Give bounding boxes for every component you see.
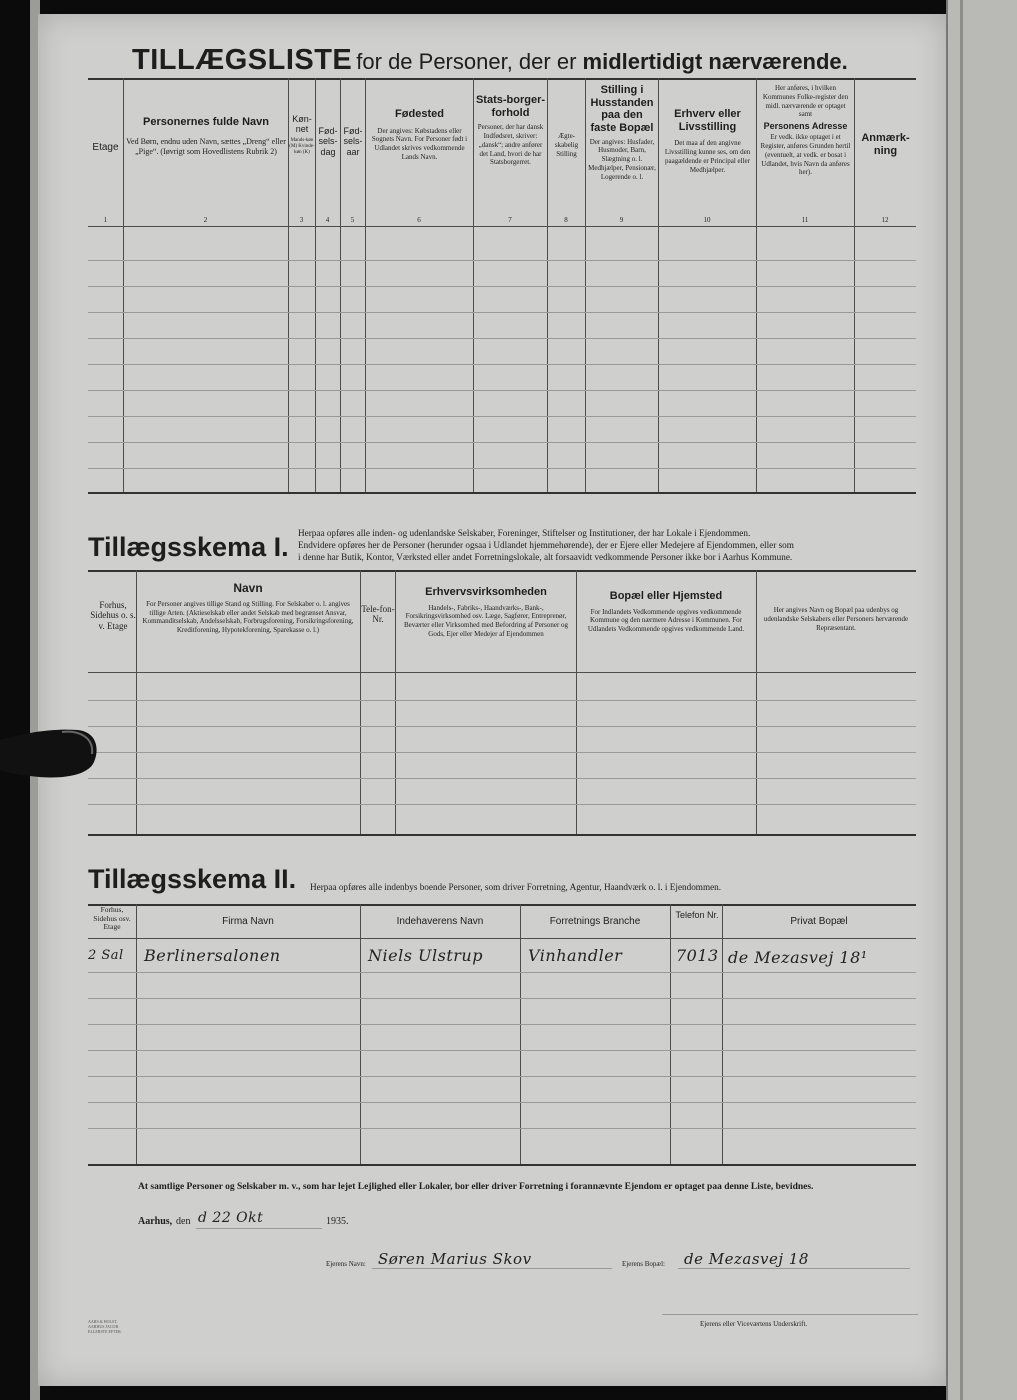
col-num: 9 [619, 216, 624, 224]
col-birthday-header: Fød-sels-dag [318, 126, 338, 157]
s2-row-etage: 2 Sal [88, 948, 124, 963]
s1-col-telefon-header: Tele-fon-Nr. [361, 604, 395, 625]
s2-col-bopael-header: Privat Bopæl [790, 916, 848, 927]
col-name-header: Personernes fulde Navn Ved Børn, endnu uden Navn, sættes „Dreng“ eller „Pige“. (Iøvrigt som Hovedlistens Rubrik 2) [126, 116, 286, 156]
col-citizenship-header: Stats-borger-forhold Personer, der har dansk Indfødsret, skriver: „dansk“; andre anfører det Land, hvori de har Statsborgerret. [475, 94, 546, 167]
skema1-intro: Herpaa opføres alle inden- og udenlandske Selskaber, Foreninger, Stiftelser og Institutioner, der har Lokale i Ejendommen. Endvidere opføres her de Personer (herunder ogsaa i Udlandet hjemmehørende), der er Ejere eller Medejere af Ejendommen, eller som i denne har Butik, Kontor, Værksted eller andet Forretningslokale, alt forsaavidt vedkommende Personer ikke bor i Aarhus Kommune. [298, 528, 794, 562]
col-gender-header: Køn-net Mands-køn (M) Kvinde-køn (K) [289, 114, 315, 156]
col-num: 1 [103, 216, 108, 224]
col-num: 6 [417, 216, 421, 224]
footer-statement: At samtlige Personer og Selskaber m. v., som har lejet Lejlighed eller Lokaler, bor eller driver Forretning i forannævnte Ejendom er optaget paa denne Liste, bevidnes. [138, 1182, 814, 1192]
s1-col-navn-header: Navn For Personer angives tillige Stand og Stilling. For Selskaber o. l. angives tillige Arten. (Aktieselskab eller andet Selskab med begrænset Ansvar, Kommanditselskab, Andelsselskab, Forbrugsforening, Forsikringsforening, Kreditforening, Hypotekforening, Sparekasse o. l.) [142, 581, 354, 635]
col-birthplace-header: Fødested Der angives: Købstadens eller Sognets Navn. For Personer født i Udlandet skrives vedkommende Lands Navn. [371, 108, 468, 161]
col-num: 3 [299, 216, 304, 224]
s2-col-branche-header: Forretnings Branche [549, 916, 641, 927]
skema2-title: Tillægsskema II. [88, 864, 297, 894]
s2-col-telefon-header: Telefon Nr. [675, 910, 719, 920]
s1-col-erhverv-header: Erhvervsvirksomheden Handels-, Fabriks-, Haandværks-, Bank-, Forsikringsvirksomhed osv. Læge, Sagfører, Entreprenør, Beværter eller Virksomhed med Befordring af Personer og Gods, Ejer eller Medejer af Ejendommen [403, 586, 569, 638]
finger-thumb [0, 700, 100, 800]
col-num: 5 [350, 216, 355, 224]
census-form-page [38, 14, 946, 1386]
s1-col-repr-header: Her angives Navn og Bopæl paa udenbys og udenlandske Selskabers eller Personers herværende Repræsentant. [763, 606, 909, 632]
s2-col-indehaver-header: Indehaverens Navn [396, 916, 484, 927]
footer-city: Aarhus, [138, 1216, 173, 1227]
title-rest: for de Personer, der er [356, 49, 583, 74]
owner-name-label: Ejerens Navn: [326, 1260, 366, 1268]
col-etage-header: Etage [92, 142, 119, 153]
footer-date: d 22 Okt [198, 1210, 264, 1226]
s2-row-branche: Vinhandler [528, 946, 623, 965]
skema2-intro: Herpaa opføres alle indenbys boende Personer, som driver Forretning, Agentur, Haandværk o. l. i Ejendommen. [310, 882, 722, 892]
signature-label: Ejerens eller Viceværtens Underskrift. [700, 1320, 808, 1328]
footer-year: 1935. [326, 1216, 349, 1227]
owner-address: de Mezasvej 18 [684, 1250, 809, 1268]
col-num: 7 [508, 216, 512, 224]
col-num: 8 [564, 216, 568, 224]
owner-name: Søren Marius Skov [378, 1250, 532, 1268]
col-birthyear-header: Fød-sels-aar [343, 126, 363, 157]
s1-col-etage-header: Forhus, Sidehus o. s. v. Etage [90, 600, 136, 631]
col-num: 11 [801, 216, 809, 224]
s2-row-firma: Berlinersalonen [144, 946, 281, 965]
col-remark-header: Anmærk-ning [861, 132, 910, 157]
col-num: 12 [881, 216, 889, 224]
col-address-header: Her anføres, i hvilken Kommunes Folke-register den midl. nærværende er optaget samt Personens Adresse Er vedk. ikke optaget i et Register, anføres Grunden hertil (eventuelt, at vedk. er bosat i Udlandet, hvis Navn da anføres her). [760, 84, 851, 177]
col-occupation-header: Erhverv eller Livsstilling Det maa af den angivne Livsstilling kunne ses, om den paagældende er Principal eller Medhjælper. [664, 108, 751, 174]
s2-row-telefon: 7013 [676, 946, 719, 965]
owner-address-label: Ejerens Bopæl: [622, 1260, 665, 1268]
col-marital-header: Ægte-skabelig Stilling [554, 132, 579, 158]
printer-imprint: AARS & HOLST, AARHUS JACOB ELLERSTE EFTER. [88, 1319, 122, 1334]
title-main: TILLÆGSLISTE [132, 44, 353, 76]
skema1-title: Tillægsskema I. [88, 532, 289, 562]
col-num: 2 [203, 216, 208, 224]
next-page-edge [946, 0, 1017, 1400]
col-num: 10 [703, 216, 711, 224]
s2-row-indehaver: Niels Ulstrup [368, 946, 483, 965]
col-household-header: Stilling i Husstanden paa den faste Bopæl Der angives: Husfader, Husmoder, Barn, Slægtning o. l. Medhjælper, Pensionær, Logerende o. l. [588, 84, 656, 181]
s2-col-etage-header: Forhus, Sidehus osv. Etage [93, 905, 131, 932]
col-num: 4 [325, 216, 330, 224]
title-rest-bold: midlertidigt nærværende. [582, 49, 848, 74]
s2-col-firma-header: Firma Navn [222, 916, 274, 927]
footer-den-label: den [176, 1216, 191, 1227]
s2-row-bopael: de Mezasvej 18¹ [728, 948, 868, 967]
s1-col-bopael-header: Bopæl eller Hjemsted For Indlandets Vedkommende opgives vedkommende Kommune og den nærmere Adresse i Kommunen. For Udlandets Vedkommende opgives vedkommende Land. [587, 590, 745, 634]
page-title [132, 44, 848, 77]
